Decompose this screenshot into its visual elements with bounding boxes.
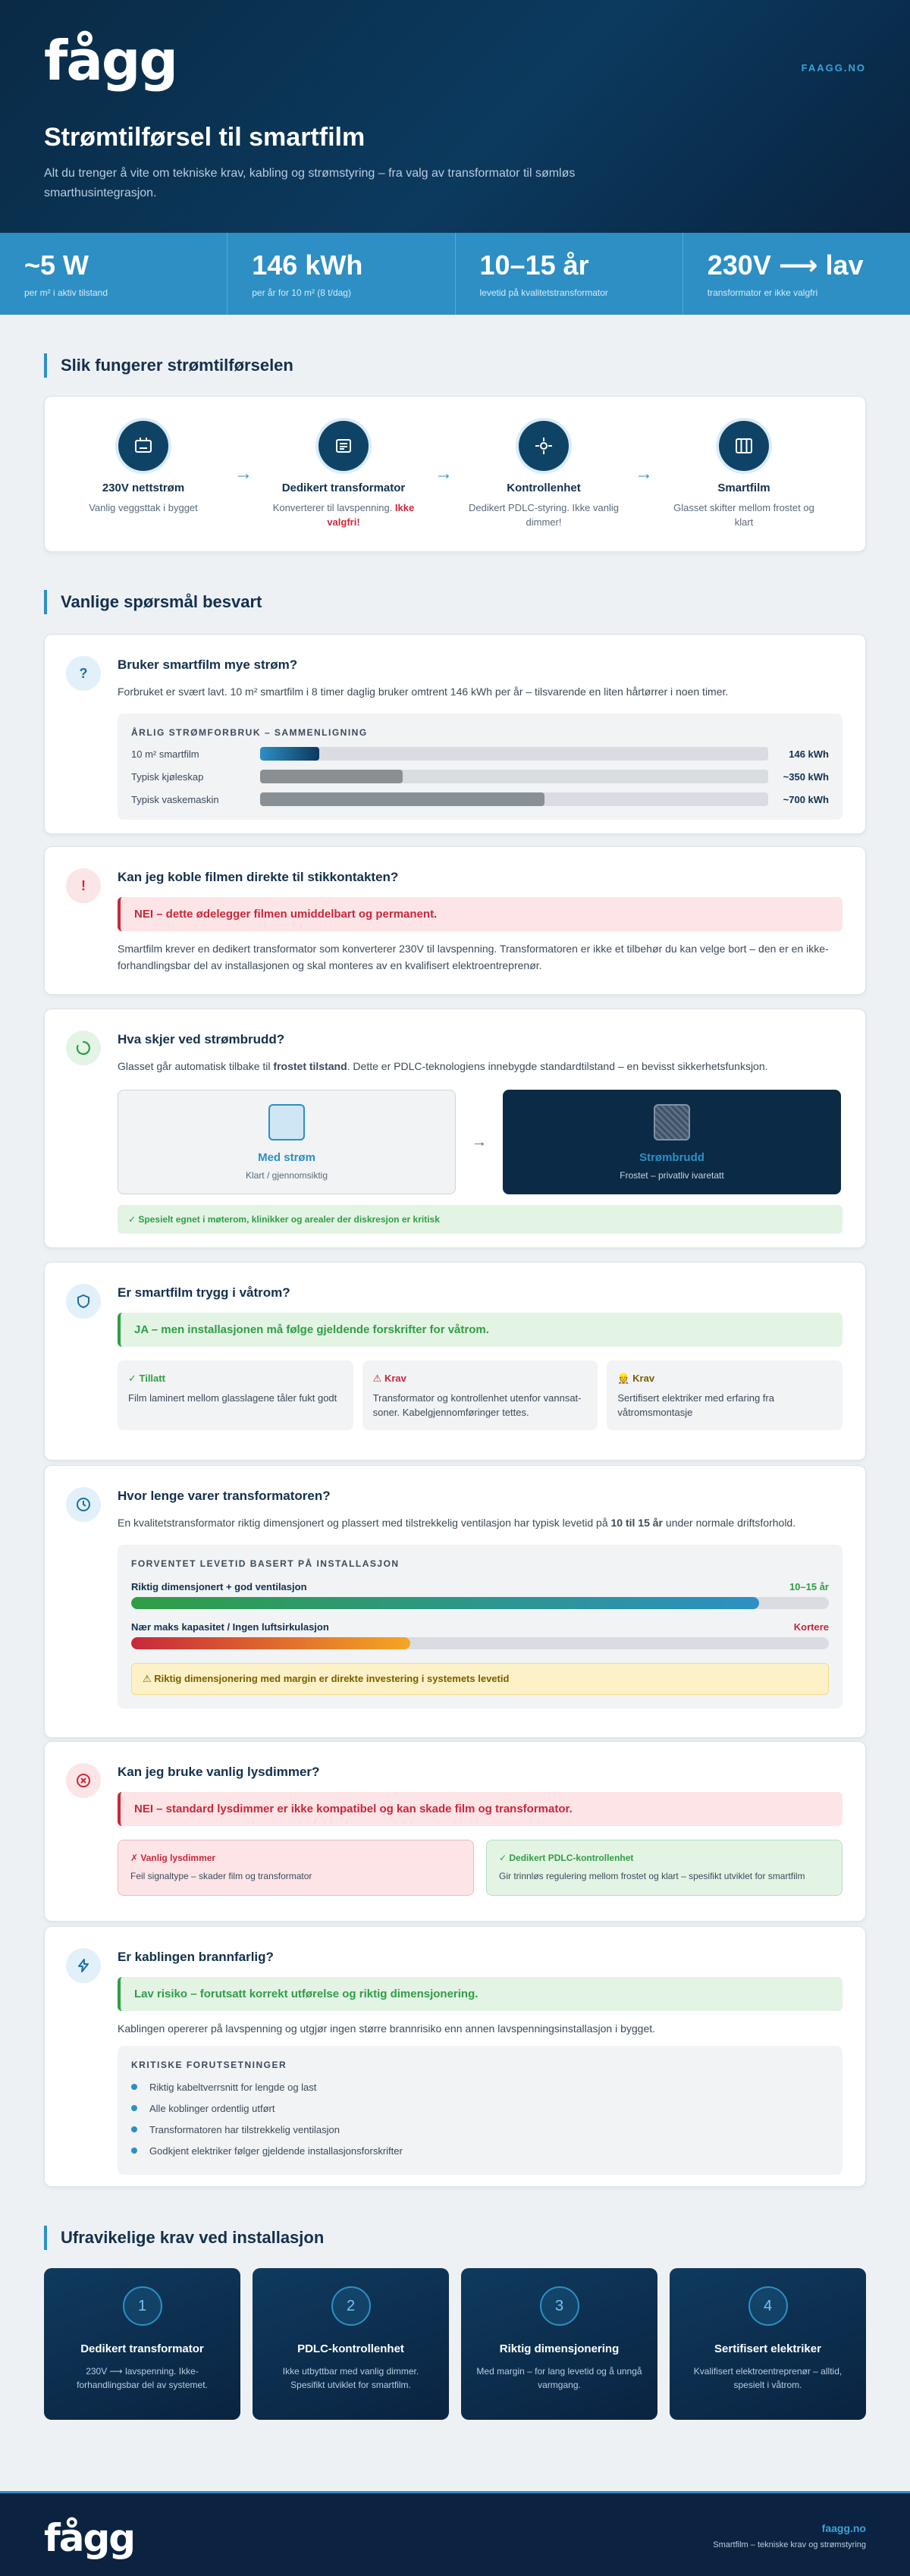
- verdict-no: NEI – dette ødelegger filmen umiddelbart og permanent.: [118, 897, 843, 931]
- requirement-desc: 230V ⟶ lavspenning. Ikke-forhandlingsbar del av systemet.: [77, 2366, 208, 2390]
- requirement-number: 4: [748, 2286, 788, 2326]
- flow-section-title: Slik fungerer strømtilførselen: [44, 353, 293, 378]
- chart-bar: [260, 770, 403, 783]
- hero-header: [0, 0, 910, 233]
- chart-bar-row: [131, 770, 829, 783]
- clear-glass-icon: [268, 1104, 305, 1141]
- option-head: ✓ Dedikert PDLC-kontrollenhet: [499, 1853, 634, 1863]
- answer-text: En kvalitetstransformator riktig dimensjonert og plassert med tilstrekkelig ventilasjon har typisk levetid på: [118, 1517, 611, 1529]
- state-powered: [118, 1090, 456, 1194]
- footer-tagline: Smartfilm – tekniske krav og strømstyring: [713, 2540, 866, 2549]
- dimmer-bad-option: [118, 1840, 474, 1896]
- requirement-card: [44, 2268, 240, 2420]
- list-item: [131, 2140, 829, 2161]
- bullet-icon: [131, 2148, 137, 2154]
- answer-text: Glasset går automatisk tilbake til: [118, 1060, 274, 1072]
- stat-label: levetid på kvalitetstransformator: [479, 287, 608, 298]
- state-title: Strømbrudd: [639, 1151, 704, 1164]
- requirement-placement: [362, 1360, 598, 1430]
- bar-category-label: 10 m² smartfilm: [131, 748, 199, 760]
- transformer-icon: [318, 421, 369, 471]
- state-subtitle: Klart / gjennomsiktig: [245, 1170, 328, 1181]
- bar-value-label: ~700 kWh: [783, 793, 829, 805]
- outlet-icon: [118, 421, 168, 471]
- faq-answer: Smartfilm krever en dedikert transformator som konverterer 230V til lavspenning. Transformatoren er ikke et tilbehør du kan velge bort – den er en ikke-forhandlingsbar del av installasjonen og skal monteres av en kvalifisert elektroentreprenør.: [118, 943, 829, 971]
- flow-step-desc-text: Vanlig veggsttak i bygget: [89, 502, 198, 513]
- chart-bar: [260, 792, 544, 806]
- requirement-number: 1: [123, 2286, 162, 2326]
- wet-room-requirements: [118, 1360, 843, 1430]
- requirement-number: 3: [540, 2286, 579, 2326]
- stat-lifetime: [456, 233, 683, 315]
- lifetime-value: 10–15 år: [789, 1581, 829, 1592]
- verdict-low-risk: Lav risiko – forutsatt korrekt utførelse og riktig dimensjonering.: [118, 1977, 843, 2011]
- flow-step-desc: [468, 500, 620, 529]
- chart-title: ÅRLIG STRØMFORBRUK – SAMMENLIGNING: [131, 727, 368, 738]
- faq-question: Hvor lenge varer transformatoren?: [118, 1489, 331, 1503]
- panel-title: FORVENTET LEVETID BASERT PÅ INSTALLASJON: [131, 1558, 400, 1569]
- requirement-text: Sertifisert elektriker med erfaring fra våtromsmontasje: [617, 1392, 774, 1418]
- stat-voltage: [683, 233, 910, 315]
- flow-step-desc: [268, 500, 419, 529]
- page-title: Strømtilførsel til smartfilm: [44, 123, 366, 152]
- flow-step-desc-text: Konverterer til lavspenning.: [272, 502, 393, 513]
- chart-bar-row: [131, 792, 829, 806]
- answer-text: under normale driftsforhold.: [663, 1517, 796, 1529]
- faq-section-title: Vanlige spørsmål besvart: [44, 590, 262, 614]
- requirement-allowed: [118, 1360, 353, 1430]
- chart-bar: [260, 747, 319, 761]
- stat-value: 230V ⟶ lav: [707, 249, 864, 281]
- faq-card-fire-risk: [44, 1926, 866, 2187]
- faq-question: Er kablingen brannfarlig?: [118, 1950, 274, 1964]
- requirement-head: ⚠ Krav: [372, 1373, 406, 1384]
- dimensioning-note: ⚠ Riktig dimensjonering med margin er direkte investering i systemets levetid: [131, 1663, 829, 1695]
- bullet-icon: [131, 2105, 137, 2111]
- faq-question: Hva skjer ved strømbrudd?: [118, 1032, 285, 1046]
- list-item: [131, 2098, 829, 2119]
- requirement-title: Dedikert transformator: [80, 2342, 204, 2355]
- lifetime-row-good: [131, 1581, 829, 1609]
- faq-card-dimmer: [44, 1741, 866, 1922]
- list-item-text: Riktig kabeltverrsnitt for lengde og last: [149, 2081, 317, 2093]
- requirement-electrician: [607, 1360, 843, 1430]
- state-title: Med strøm: [258, 1151, 315, 1164]
- list-item-text: Alle koblinger ordentlig utført: [149, 2102, 275, 2114]
- bullet-icon: [131, 2084, 137, 2090]
- requirement-desc: Med margin – for lang levetid og å unngå varmgang.: [476, 2366, 642, 2390]
- state-comparison: [118, 1090, 843, 1194]
- requirement-number: 2: [331, 2286, 371, 2326]
- lightning-icon: [66, 1948, 101, 1983]
- answer-bold: frostet tilstand: [273, 1060, 347, 1072]
- requirement-title: Riktig dimensjonering: [499, 2342, 620, 2355]
- bar-track: [260, 747, 768, 761]
- requirement-text: Film laminert mellom glasslagene tåler fukt godt: [128, 1392, 337, 1404]
- arrow-right-icon: →: [472, 1133, 487, 1150]
- film-icon: [719, 421, 769, 471]
- lifetime-bar-bad: [131, 1637, 410, 1649]
- bar-value-label: 146 kWh: [789, 748, 829, 760]
- faq-answer: [118, 1058, 843, 1075]
- clock-icon: [66, 1487, 101, 1522]
- faq-question: Kan jeg koble filmen direkte til stikkontakten?: [118, 870, 399, 884]
- faq-answer: Kablingen opererer på lavspenning og utgjør ingen større brannrisiko enn annen lavspenningsinstallasjon i bygget.: [118, 2022, 656, 2035]
- list-item-text: Transformatoren har tilstrekkelig ventilasjon: [149, 2123, 340, 2135]
- bar-category-label: Typisk kjøleskap: [131, 770, 204, 783]
- bullet-icon: [131, 2126, 137, 2132]
- energy-comparison-chart: [118, 714, 843, 820]
- faq-card-energy: [44, 634, 866, 834]
- verdict-yes: JA – men installasjonen må følge gjeldende forskrifter for våtrom.: [118, 1313, 843, 1347]
- verdict-no: NEI – standard lysdimmer er ikke kompatibel og kan skade film og transformator.: [118, 1792, 843, 1826]
- requirement-desc: Kvalifisert elektroentreprenør – alltid, spesielt i våtrom.: [693, 2366, 843, 2390]
- shield-icon: [66, 1284, 101, 1319]
- page-subtitle: Alt du trenger å vite om tekniske krav, kabling og strømstyring – fra valg av transformator til sømløs smarthusintegrasjon.: [44, 167, 576, 199]
- faq-question: Bruker smartfilm mye strøm?: [118, 657, 298, 672]
- faq-card-wet-room: [44, 1262, 866, 1461]
- stat-label: per år for 10 m² (8 t/dag): [252, 287, 351, 298]
- requirements-section-title: Ufravikelige krav ved installasjon: [44, 2226, 324, 2250]
- lifetime-label: Riktig dimensjonert + god ventilasjon: [131, 1581, 307, 1592]
- flow-step-desc: [67, 500, 219, 515]
- stat-label: per m² i aktiv tilstand: [24, 287, 108, 298]
- footer-link[interactable]: faagg.no: [821, 2522, 866, 2534]
- stats-bar: [0, 233, 910, 315]
- requirement-head: 👷 Krav: [617, 1373, 655, 1384]
- flow-step-name: 230V nettstrøm: [102, 482, 185, 494]
- option-text: Gir trinnløs regulering mellom frostet og klart – spesifikt utviklet for smartfilm: [499, 1871, 805, 1881]
- state-outage: [503, 1090, 841, 1194]
- flow-step-controller: [468, 421, 620, 529]
- stat-value: 146 kWh: [252, 249, 363, 281]
- suitability-note: ✓ Spesielt egnet i møterom, klinikker og arealer der diskresjon er kritisk: [118, 1205, 843, 1234]
- preconditions-panel: [118, 2046, 843, 2175]
- loading-icon: [66, 1031, 101, 1065]
- flow-step-name: Kontrollenhet: [507, 482, 581, 494]
- requirement-head: ✓ Tillatt: [128, 1373, 165, 1384]
- frosted-glass-icon: [654, 1104, 690, 1141]
- dimmer-good-option: [486, 1840, 843, 1896]
- footer-logo[interactable]: fågg: [44, 2516, 135, 2560]
- site-link[interactable]: FAAGG.NO: [801, 62, 866, 74]
- chart-bar-row: [131, 747, 829, 761]
- requirement-title: Sertifisert elektriker: [714, 2342, 821, 2355]
- close-circle-icon: [66, 1763, 101, 1798]
- lifetime-row-bad: [131, 1621, 829, 1649]
- stat-power: [0, 233, 228, 315]
- requirement-desc: Ikke utbyttbar med vanlig dimmer. Spesifikt utviklet for smartfilm.: [282, 2366, 419, 2390]
- option-head: ✗ Vanlig lysdimmer: [130, 1853, 216, 1863]
- arrow-right-icon: →: [234, 463, 253, 484]
- bar-track: [260, 792, 768, 806]
- flow-step-desc: [668, 500, 820, 529]
- arrow-right-icon: →: [635, 463, 653, 484]
- requirements-grid: [44, 2268, 866, 2420]
- warning-icon: !: [66, 868, 101, 903]
- stat-value: 10–15 år: [479, 249, 589, 281]
- arrow-right-icon: →: [435, 463, 453, 484]
- bar-value-label: ~350 kWh: [783, 770, 829, 783]
- lifetime-value: Kortere: [793, 1621, 829, 1633]
- state-subtitle: Frostet – privatliv ivaretatt: [620, 1170, 724, 1181]
- lifetime-panel: [118, 1545, 843, 1708]
- lifetime-label: Nær maks kapasitet / Ingen luftsirkulasjon: [131, 1621, 329, 1633]
- flow-step-film: [668, 421, 820, 529]
- faq-card-direct-outlet: [44, 846, 866, 995]
- faq-answer: Forbruket er svært lavt. 10 m² smartfilm i 8 timer daglig bruker omtrent 146 kWh per år – tilsvarende en liten hårtørrer i noen timer.: [118, 686, 729, 698]
- flow-step-desc-text: Dedikert PDLC-styring. Ikke vanlig dimmer!: [469, 502, 619, 528]
- flow-step-transformer: [268, 421, 419, 529]
- stat-value: ~5 W: [24, 249, 89, 281]
- flow-step-name: Smartfilm: [717, 482, 770, 494]
- answer-bold: 10 til 15 år: [610, 1517, 664, 1529]
- flow-step-warning: Ikke valgfri!: [327, 502, 415, 528]
- brand-logo[interactable]: fågg: [44, 29, 177, 93]
- lifetime-bar-good: [131, 1597, 759, 1609]
- requirement-card: [461, 2268, 657, 2420]
- faq-card-power-outage: [44, 1009, 866, 1248]
- faq-answer: [118, 1514, 843, 1531]
- list-item: [131, 2076, 829, 2098]
- option-text: Feil signaltype – skader film og transformator: [130, 1871, 312, 1881]
- controller-icon: [519, 421, 569, 471]
- answer-text: . Dette er PDLC-teknologiens innebygde standardtilstand – en bevisst sikkerhetsfunksjon.: [347, 1060, 768, 1072]
- list-item: [131, 2119, 829, 2140]
- bar-track: [260, 770, 768, 783]
- requirement-title: PDLC-kontrollenhet: [297, 2342, 404, 2355]
- flow-step-desc-text: Glasset skifter mellom frostet og klart: [673, 502, 814, 528]
- bar-category-label: Typisk vaskemaskin: [131, 793, 219, 805]
- question-icon: ?: [66, 656, 101, 691]
- stat-label: transformator er ikke valgfri: [707, 287, 818, 298]
- stat-energy: [228, 233, 455, 315]
- requirement-card: [253, 2268, 449, 2420]
- faq-card-transformer-lifetime: [44, 1465, 866, 1738]
- power-flow-card: [44, 396, 866, 552]
- flow-step-mains: [67, 421, 219, 515]
- faq-question: Er smartfilm trygg i våtrom?: [118, 1285, 290, 1300]
- faq-question: Kan jeg bruke vanlig lysdimmer?: [118, 1765, 320, 1779]
- list-item-text: Godkjent elektriker følger gjeldende installasjonsforskrifter: [149, 2145, 403, 2157]
- requirement-text: Transformator og kontrollenhet utenfor vannsat-soner. Kabelgjennomføringer tettes.: [372, 1392, 582, 1418]
- flow-step-name: Dedikert transformator: [281, 482, 406, 494]
- page-footer: [0, 2491, 910, 2576]
- dimmer-comparison: [118, 1840, 843, 1896]
- panel-title: KRITISKE FORUTSETNINGER: [131, 2060, 287, 2070]
- requirement-card: [670, 2268, 866, 2420]
- preconditions-list: [131, 2076, 829, 2161]
